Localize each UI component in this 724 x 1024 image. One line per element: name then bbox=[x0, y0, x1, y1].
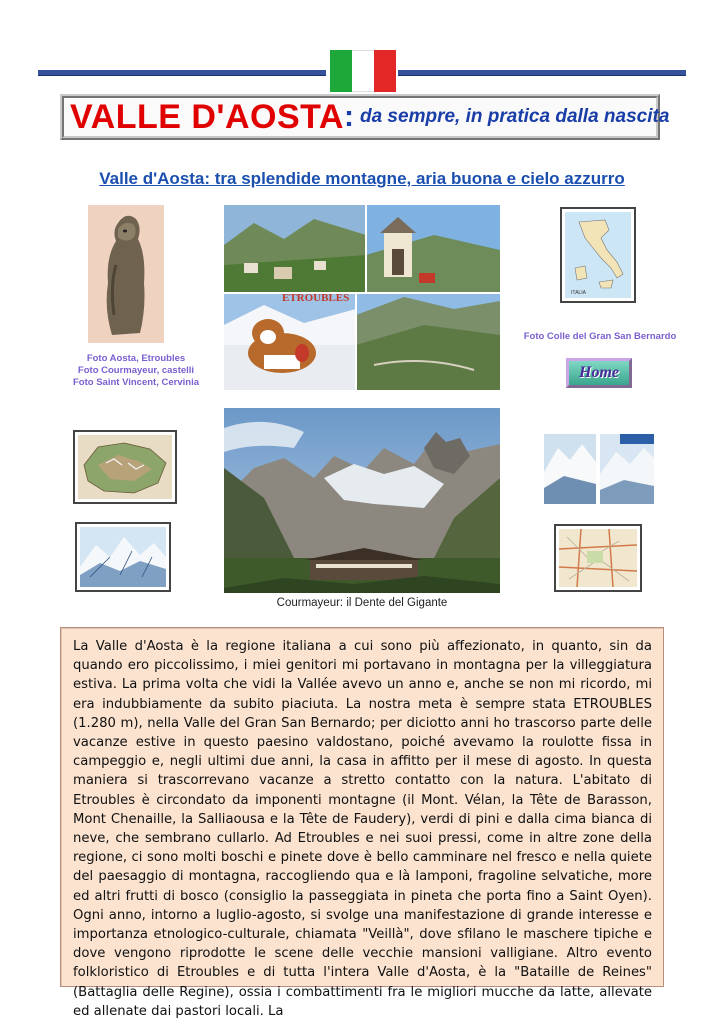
map-label: ITALIA bbox=[571, 290, 586, 296]
cervinia-ski-map-thumbnail[interactable] bbox=[544, 432, 654, 506]
header-rule-left bbox=[38, 70, 326, 76]
ski-map-thumbnail-left[interactable] bbox=[75, 522, 171, 592]
flag-red-stripe bbox=[374, 50, 396, 92]
italian-flag-icon bbox=[330, 50, 396, 92]
page-title-subtitle: da sempre, in pratica dalla nascita bbox=[359, 106, 670, 127]
left-caption-3[interactable]: Foto Saint Vincent, Cervinia bbox=[73, 377, 199, 388]
article-text-box bbox=[60, 627, 664, 1019]
town-map-thumbnail[interactable] bbox=[554, 524, 642, 592]
page-title-colon: : bbox=[343, 100, 354, 133]
marmot-photo[interactable] bbox=[88, 205, 164, 343]
header-rule-right bbox=[398, 70, 686, 76]
left-caption-2[interactable]: Foto Courmayeur, castelli bbox=[77, 365, 195, 376]
home-button[interactable]: Home bbox=[566, 358, 632, 388]
right-caption[interactable]: Foto Colle del Gran San Bernardo bbox=[523, 331, 677, 342]
etroubles-collage-photo[interactable] bbox=[224, 205, 500, 390]
article-paragraph: La Valle d'Aosta è la regione italiana a cui sono più affezionato, in quanto, sin da quando ero piccolissimo, i miei genitori mi portavano in montagna per la villeggiatura estiva. La prima volta che vidi la Vallée avevo un anno e, anche se non mi ricordo, mi era indubbiamente da subito piaciuta. La nostra meta è sempre stata ETROUBLES (1.280 m), nella Valle del Gran San Bernardo; per diciotto anni ho trascorso parte delle vacanze estive in questo paesino valdostano, poiché avevamo la roulotte fissa in campeggio e, negli ultimi due anni, la casa in affitto per il mese di agosto. In questa maniera si trascorrevano vacanze a stretto contatto con la natura. L'abitato di Etroubles è circondato da imponenti montagne (il Mont. Vélan, la Tête de Barasson, Mont Chenaille, la Salliaousa e la Tête de Faudery), verdi di pini e dalla cima bianca di neve, che sembrano cullarlo. Ad Etroubles e nei suoi pressi, come in altre zone della regione, ci sono molti boschi e pinete dove è bello camminare nel fresco e nella quiete del paesaggio di montagna, raccogliendo qua e là lamponi, fragoline selvatiche, more ed altri frutti di bosco (consiglio la passeggiata in pineta che porta fino a Saint Oyen). Ogni anno, intorno a luglio-agosto, si svolge una manifestazione di grande interesse e importanza etnologico-culturale, chiamata "Veillà", dove sfilano le maschere tipiche e dove vengono riprodotte le scene delle vecchie mansioni valligiane. Altro evento folkloristico di Etroubles e di tutta l'intera Valle d'Aosta, è la "Bataille de Reines" (Battaglia delle Regine), ossia i combattimenti fra le migliori mucche da latte, allevate ed allenate dai pastori locali. La bbox=[73, 639, 652, 1019]
page-title: VALLE D'AOSTA bbox=[70, 97, 344, 136]
italy-map-thumbnail[interactable] bbox=[560, 207, 636, 303]
dente-del-gigante-photo[interactable] bbox=[224, 408, 500, 593]
photo-caption: Courmayeur: il Dente del Gigante bbox=[276, 597, 448, 609]
section-heading-link[interactable]: Valle d'Aosta: tra splendide montagne, aria buona e cielo azzurro bbox=[99, 169, 625, 188]
collage-label-etroubles: ETROUBLES bbox=[282, 292, 350, 304]
flag-white-stripe bbox=[352, 50, 374, 92]
page-title-box bbox=[60, 94, 670, 140]
left-caption-1[interactable]: Foto Aosta, Etroubles bbox=[86, 353, 186, 364]
flag-green-stripe bbox=[330, 50, 352, 92]
aosta-relief-map-thumbnail[interactable] bbox=[73, 430, 177, 504]
